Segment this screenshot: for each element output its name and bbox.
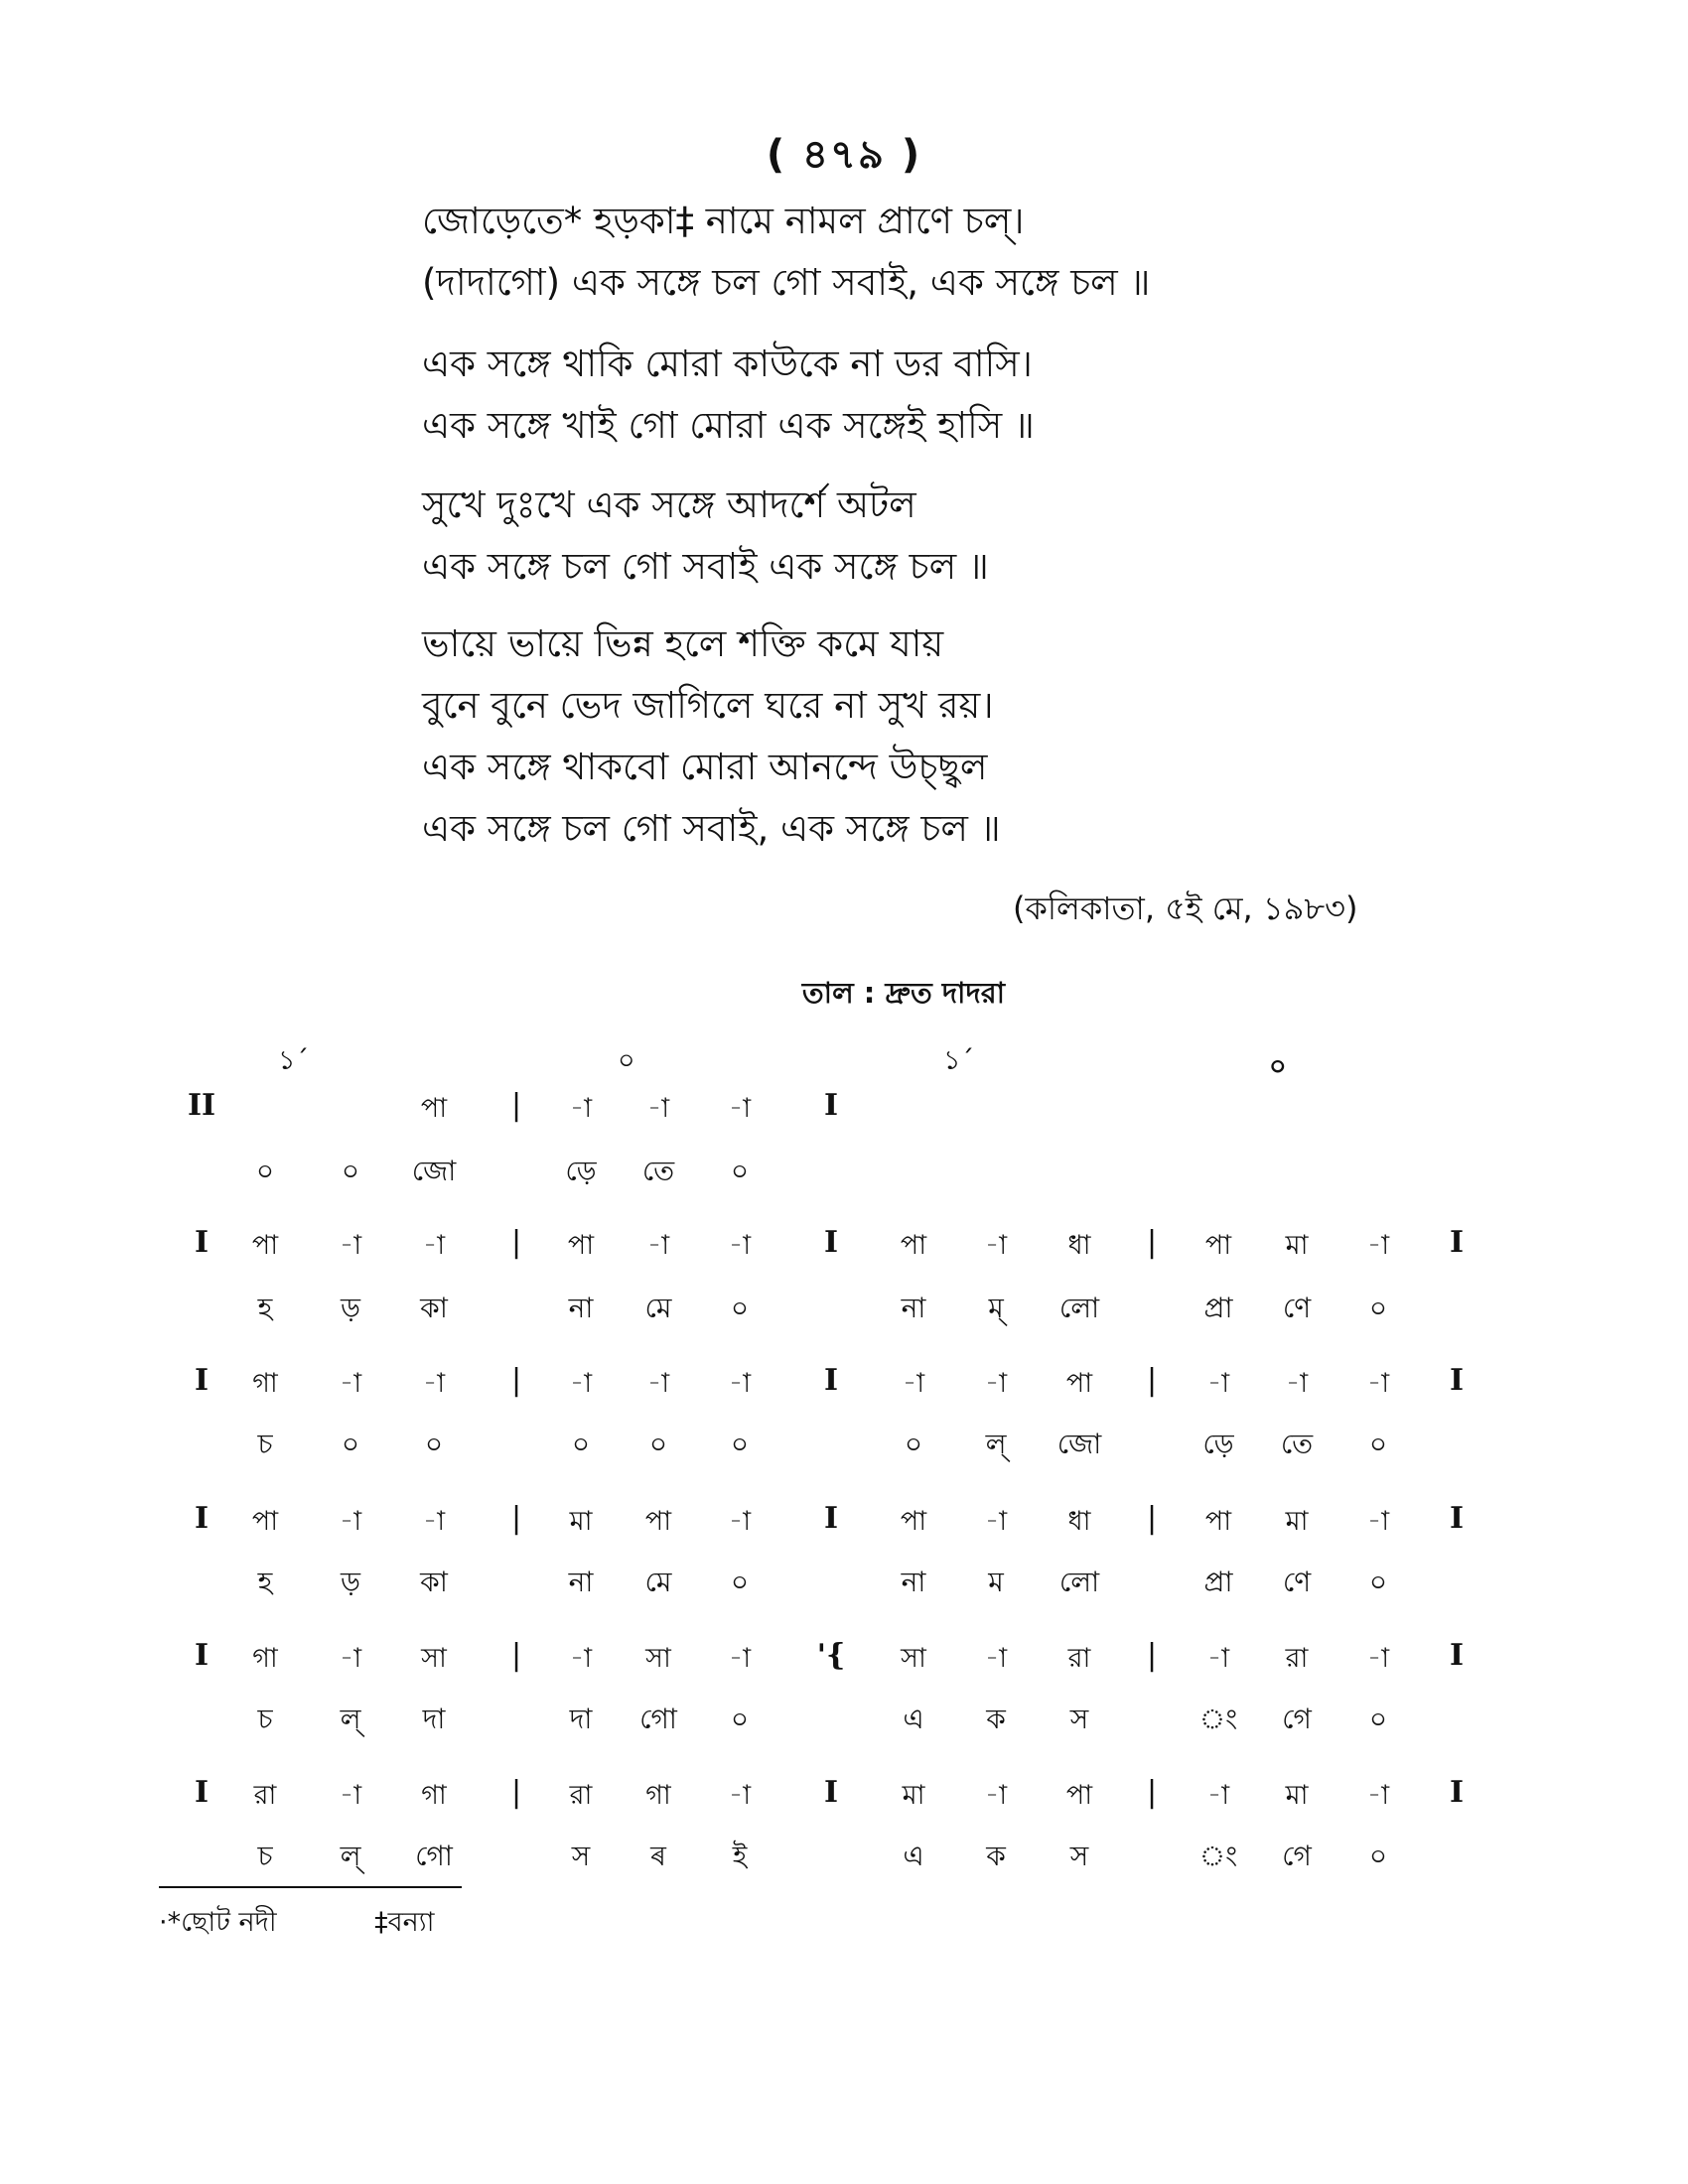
bar-line: I [823,1088,839,1123]
swara-note: -া [339,1368,362,1399]
swara-note: মা [1285,1780,1309,1811]
syllable: ণে [1282,1566,1312,1598]
page-number: ( ৪৭৯ ) [766,132,922,178]
syllable: ড়ে [1202,1428,1234,1460]
swara-note: -া [1366,1780,1390,1811]
swara-note: পা [1204,1230,1232,1261]
syllable: ০ [1368,1292,1388,1324]
swara-note: -া [646,1230,670,1261]
syllable: ০ [424,1428,444,1460]
syllable: না [901,1566,926,1598]
swara-note: -া [728,1643,752,1674]
swara-note: -া [728,1093,752,1124]
swara-note: গা [252,1368,278,1399]
bar-line: | [510,1775,522,1810]
swara-note: পা [1065,1780,1093,1811]
syllable: চ [257,1428,273,1460]
swara-note: রা [1067,1643,1091,1674]
swara-note: মা [569,1506,593,1537]
bar-line: I [194,1363,210,1398]
swara-note: -া [1366,1368,1390,1399]
syllable: ০ [904,1428,923,1460]
syllable: ম [988,1566,1004,1598]
lyric-line: বুনে বুনে ভেদ জাগিলে ঘরে না সুখ রয়। [422,684,994,727]
syllable: ল্‌ [340,1840,361,1872]
swara-note: রা [253,1780,277,1811]
syllable: স [1069,1703,1089,1735]
bar-line: I [1449,1638,1465,1673]
lyric-line: এক সঙ্গে চল গো সবাই এক সঙ্গে চল ॥ [422,545,989,588]
swara-note: গা [421,1780,447,1811]
bar-line: | [1146,1638,1158,1673]
syllable: ৰ [650,1840,666,1872]
syllable: না [901,1292,926,1324]
syllable: ০ [648,1428,668,1460]
syllable: ং [1198,1840,1238,1872]
tala-label: তাল : দ্রুত দাদরা [801,976,1006,1010]
bar-line: | [510,1501,522,1536]
swara-note: -া [1206,1780,1230,1811]
tala-mark: ১´ [278,1045,310,1076]
syllable: দা [422,1703,446,1735]
bar-line: I [823,1363,839,1398]
syllable: লো [1058,1566,1100,1598]
footnote-rule [159,1886,462,1888]
syllable: কা [420,1566,448,1598]
swara-note: ধা [1067,1506,1091,1537]
swara-note: সা [901,1643,926,1674]
swara-note: পা [900,1230,927,1261]
syllable: গে [1282,1840,1312,1872]
syllable: গো [639,1703,677,1735]
syllable: জো [411,1155,457,1187]
swara-note: পা [1065,1368,1093,1399]
bar-line: '{ [816,1638,846,1673]
bar-line: | [510,1088,522,1123]
bar-line: I [823,1775,839,1810]
swara-note: -া [984,1506,1008,1537]
swara-note: -া [422,1230,446,1261]
syllable: মে [644,1292,672,1324]
swara-note: পা [420,1093,448,1124]
swara-note: -া [569,1093,593,1124]
swara-note: পা [1204,1506,1232,1537]
tala-mark: ১´ [943,1045,975,1076]
syllable: ০ [1368,1703,1388,1735]
syllable: লো [1058,1292,1100,1324]
bar-line: | [1146,1363,1158,1398]
syllable: না [568,1292,594,1324]
lyric-line: জোড়েতে* হড়কা‡ নামে নামল প্রাণে চল্‌। [422,200,1025,242]
lyric-line: এক সঙ্গে থাকবো মোরা আনন্দে উচ্ছ্বল [422,746,988,788]
swara-note: -া [1285,1368,1309,1399]
syllable: ০ [341,1428,360,1460]
bar-line: I [194,1501,210,1536]
syllable: ণে [1282,1292,1312,1324]
swara-note: -া [339,1780,362,1811]
date-place: (কলিকাতা, ৫ই মে, ১৯৮৩) [1013,889,1358,927]
swara-note: -া [728,1368,752,1399]
swara-note: -া [984,1368,1008,1399]
swara-note: -া [646,1093,670,1124]
swara-note: মা [1285,1230,1309,1261]
bar-line: I [194,1775,210,1810]
syllable: ং [1198,1703,1238,1735]
syllable: এ [903,1703,924,1735]
syllable: মে [644,1566,672,1598]
lyric-line: (দাদাগো) এক সঙ্গে চল গো সবাই, এক সঙ্গে চল ॥ [422,261,1151,304]
swara-note: -া [569,1643,593,1674]
syllable: এ [903,1840,924,1872]
syllable: ০ [571,1428,591,1460]
syllable: ক [986,1840,1006,1872]
bar-line: I [823,1501,839,1536]
swara-note: -া [569,1368,593,1399]
syllable: ড়ে [565,1155,597,1187]
swara-note: সা [645,1643,671,1674]
bar-line: I [823,1225,839,1260]
swara-note: -া [1366,1230,1390,1261]
swara-note: পা [251,1230,279,1261]
syllable: ০ [255,1155,275,1187]
bar-line: I [1449,1501,1465,1536]
syllable: কা [420,1292,448,1324]
syllable: ০ [730,1155,750,1187]
syllable: হ [257,1292,273,1324]
swara-note: -া [1206,1643,1230,1674]
swara-note: পা [251,1506,279,1537]
syllable: ০ [341,1155,360,1187]
swara-note: -া [1366,1506,1390,1537]
swara-note: রা [1285,1643,1309,1674]
swara-note: -া [728,1230,752,1261]
swara-note: -া [984,1780,1008,1811]
syllable: প্রা [1203,1566,1233,1598]
bar-line: | [1146,1501,1158,1536]
syllable: জো [1056,1428,1102,1460]
swara-note: পা [900,1506,927,1537]
syllable: ই [732,1840,748,1872]
swara-note: পা [644,1506,672,1537]
swara-note: -া [902,1368,925,1399]
syllable: ০ [730,1566,750,1598]
swara-note: -া [728,1780,752,1811]
syllable: স [571,1840,591,1872]
swara-note: -া [339,1506,362,1537]
swara-note: মা [1285,1506,1309,1537]
lyric-line: এক সঙ্গে চল গো সবাই, এক সঙ্গে চল ॥ [422,807,1001,850]
syllable: হ [257,1566,273,1598]
footnote: ‡বন্যা [374,1907,435,1938]
syllable: ০ [1368,1428,1388,1460]
swara-note: -া [728,1506,752,1537]
syllable: তে [1280,1428,1314,1460]
lyric-line: এক সঙ্গে থাকি মোরা কাউকে না ডর বাসি। [422,342,1033,385]
syllable: তে [641,1155,675,1187]
syllable: ল্‌ [340,1703,361,1735]
syllable: ম্ [988,1292,1004,1324]
syllable: ০ [730,1703,750,1735]
syllable: ০ [1368,1566,1388,1598]
swara-note: -া [1206,1368,1230,1399]
bar-line: I [1449,1363,1465,1398]
bar-line: I [1449,1225,1465,1260]
lyric-line: ভায়ে ভায়ে ভিন্ন হলে শক্তি কমে যায় [422,622,944,665]
swara-note: গা [645,1780,671,1811]
syllable: গো [415,1840,453,1872]
bar-line: I [1449,1775,1465,1810]
tala-mark: ০ [618,1045,635,1076]
syllable: ক [986,1703,1006,1735]
bar-line: | [510,1638,522,1673]
syllable: স [1069,1840,1089,1872]
footnotes [159,1902,523,1947]
lyric-line: এক সঙ্গে খাই গো মোরা এক সঙ্গেই হাসি ॥ [422,404,1035,447]
syllable: গে [1282,1703,1312,1735]
swara-note: -া [339,1230,362,1261]
tala-mark: ০ [1269,1051,1287,1082]
syllable: ০ [730,1292,750,1324]
bar-line: I [194,1225,210,1260]
swara-note: -া [646,1368,670,1399]
swara-note: সা [421,1643,447,1674]
syllable: চ [257,1840,273,1872]
swara-note: পা [567,1230,595,1261]
swara-note: গা [252,1643,278,1674]
bar-line: II [187,1088,216,1123]
syllable: না [568,1566,594,1598]
syllable: ড় [341,1292,360,1324]
swara-note: -া [984,1230,1008,1261]
bar-line: I [194,1638,210,1673]
swara-note: মা [902,1780,925,1811]
bar-line: | [1146,1775,1158,1810]
bar-line: | [510,1363,522,1398]
syllable: দা [569,1703,593,1735]
swara-note: -া [984,1643,1008,1674]
swara-note: -া [422,1506,446,1537]
syllable: ল্‌ [985,1428,1007,1460]
bar-line: | [510,1225,522,1260]
syllable: ড় [341,1566,360,1598]
swara-note: -া [422,1368,446,1399]
swara-note: -া [339,1643,362,1674]
syllable: প্রা [1203,1292,1233,1324]
syllable: চ [257,1703,273,1735]
bar-line: | [1146,1225,1158,1260]
lyric-line: সুখে দুঃখে এক সঙ্গে আদর্শে অটল [422,483,916,526]
swara-note: -া [1366,1643,1390,1674]
syllable: ০ [730,1428,750,1460]
footnote: ·*ছোট নদী [159,1907,277,1938]
swara-note: ধা [1067,1230,1091,1261]
syllable: ০ [1368,1840,1388,1872]
swara-note: রা [569,1780,593,1811]
